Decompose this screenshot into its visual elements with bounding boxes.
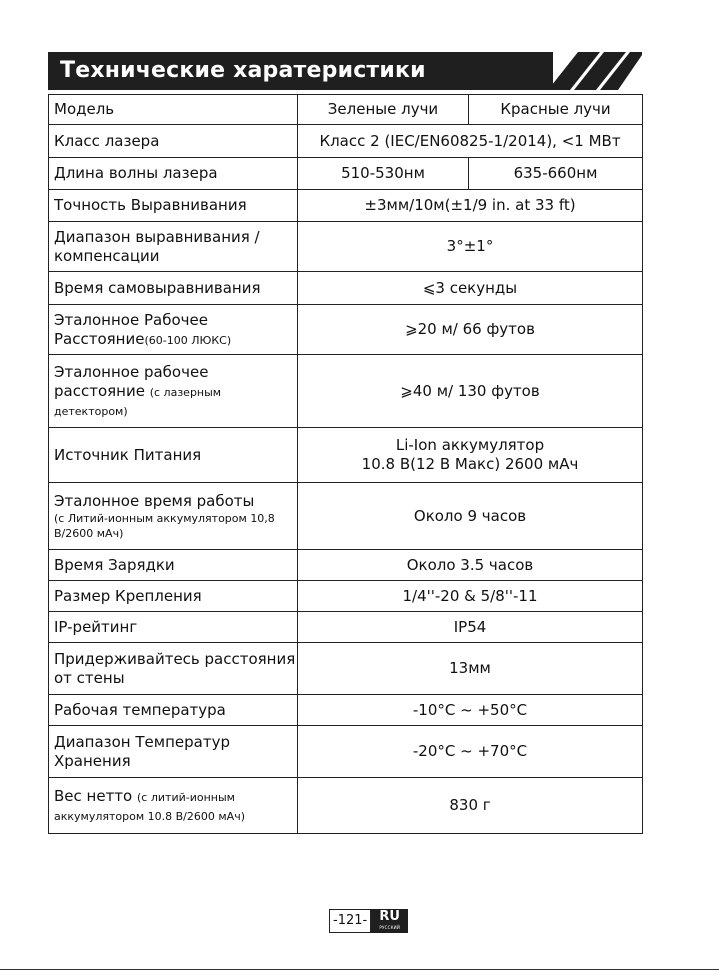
page-footer <box>329 909 408 933</box>
row-label: Диапазон Температур Хранения <box>49 726 298 778</box>
row-note: (с лазерным детектором) <box>54 385 222 418</box>
table-row <box>49 581 643 612</box>
row-value: 3°±1° <box>298 222 643 272</box>
row-value-red: 635-660нм <box>469 158 643 190</box>
header-green: Зеленые лучи <box>298 95 469 125</box>
row-label: Время Зарядки <box>49 550 298 581</box>
row-label: Эталонное рабочее расстояние <box>54 362 209 400</box>
row-value-line2: 10.8 В(12 В Макс) 2600 мАч <box>361 455 579 473</box>
table-row <box>49 726 643 778</box>
row-label: Длина волны лазера <box>49 158 298 190</box>
table-row <box>49 125 643 158</box>
row-value: Около 9 часов <box>298 483 643 550</box>
row-value-cell <box>298 428 643 483</box>
row-value: 830 г <box>298 778 643 834</box>
row-label-cell <box>49 305 298 355</box>
row-value-green: 510-530нм <box>298 158 469 190</box>
table-row <box>49 190 643 222</box>
row-note: (60-100 ЛЮКС) <box>144 333 232 347</box>
row-label: IP-рейтинг <box>49 612 298 643</box>
row-label: Эталонное время работы <box>54 491 255 510</box>
table-row <box>49 550 643 581</box>
page-number: -121- <box>329 909 371 933</box>
spec-table <box>48 94 643 834</box>
row-value: -10°C ~ +50°C <box>298 695 643 726</box>
table-row <box>49 643 643 695</box>
table-row <box>49 428 643 483</box>
row-value: -20°C ~ +70°C <box>298 726 643 778</box>
language-badge <box>371 909 408 933</box>
row-label: Придерживайтесь расстояния от стены <box>49 643 298 695</box>
row-value: ⩾20 м/ 66 футов <box>298 305 643 355</box>
header-model: Модель <box>49 95 298 125</box>
row-label-cell <box>49 778 298 834</box>
page-title: Технические харатеристики <box>60 58 426 83</box>
row-value: ⩽3 секунды <box>298 272 643 305</box>
row-value: ±3мм/10м(±1/9 in. at 33 ft) <box>298 190 643 222</box>
section-header <box>48 52 642 90</box>
row-label: Источник Питания <box>49 428 298 483</box>
bottom-divider <box>0 969 719 970</box>
row-note: (с Литий-ионным аккумулятором 10,8 В/2600 мАч) <box>54 511 275 540</box>
table-row <box>49 222 643 272</box>
table-row <box>49 612 643 643</box>
row-note: (с литий-ионным аккумулятором 10.8 В/2600 мАч) <box>54 790 245 823</box>
row-value: ⩾40 м/ 130 футов <box>298 355 643 428</box>
row-value: Около 3.5 часов <box>298 550 643 581</box>
row-value: Класс 2 (IEC/EN60825-1/2014), <1 МВт <box>298 125 643 158</box>
header-bar <box>48 52 553 90</box>
row-value: 13мм <box>298 643 643 695</box>
table-row <box>49 95 643 125</box>
row-value-line1: Li-Ion аккумулятор <box>395 436 545 454</box>
row-value: IP54 <box>298 612 643 643</box>
row-label: Размер Крепления <box>49 581 298 612</box>
row-label-cell <box>49 355 298 428</box>
row-label: Класс лазера <box>49 125 298 158</box>
row-label: Точность Выравнивания <box>49 190 298 222</box>
table-row <box>49 305 643 355</box>
header-stripes-decoration <box>548 52 642 90</box>
language-code: RU <box>379 909 400 924</box>
row-label: Рабочая температура <box>49 695 298 726</box>
table-row <box>49 272 643 305</box>
table-row <box>49 695 643 726</box>
row-value: 1/4''-20 & 5/8''-11 <box>298 581 643 612</box>
table-row <box>49 355 643 428</box>
language-name: РУССКИЙ <box>379 925 401 930</box>
row-label: Вес нетто <box>54 786 133 805</box>
row-label: Эталонное Рабочее Расстояние <box>54 310 208 348</box>
table-row <box>49 483 643 550</box>
row-label: Диапазон выравнивания / компенсации <box>49 222 298 272</box>
row-label: Время самовыравнивания <box>49 272 298 305</box>
table-row <box>49 778 643 834</box>
table-row <box>49 158 643 190</box>
header-red: Красные лучи <box>469 95 643 125</box>
row-label-cell <box>49 483 298 550</box>
